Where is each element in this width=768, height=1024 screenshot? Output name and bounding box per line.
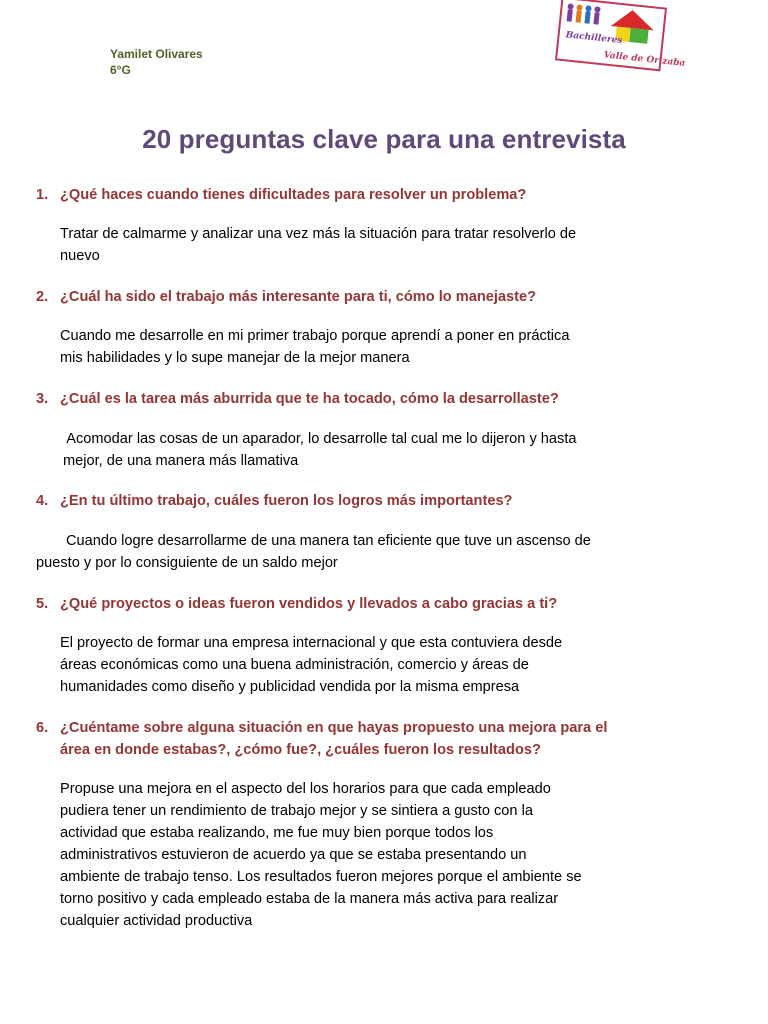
answer-line: actividad que estaba realizando, me fue muy bien porque todos los	[60, 825, 494, 841]
answer-4	[36, 530, 696, 574]
answer-line: pudiera tener un rendimiento de trabajo mejor y se sintiera a gusto con la	[60, 803, 533, 819]
question-number: 6.	[36, 720, 49, 736]
answer-6	[60, 778, 700, 932]
question-1	[36, 184, 664, 206]
answer-line: Cuando me desarrolle en mi primer trabajo porque aprendí a poner en práctica	[60, 328, 570, 344]
answer-line: administrativos estuvieron de acuerdo ya que se estaba presentando un	[60, 847, 527, 863]
question-2	[36, 286, 664, 308]
answer-line: humanidades como diseño y publicidad vendida por la misma empresa	[60, 679, 520, 695]
qa-item-1	[36, 184, 664, 206]
question-text: ¿Qué proyectos o ideas fueron vendidos y llevados a cabo gracias a ti?	[60, 596, 558, 612]
question-line: área en donde estabas?, ¿cómo fue?, ¿cuáles fueron los resultados?	[60, 742, 541, 758]
answer-2	[60, 325, 700, 369]
answer-line: Acomodar las cosas de un aparador, lo desarrolle tal cual me lo dijeron y hasta	[63, 431, 577, 447]
school-logo	[555, 0, 686, 71]
question-number: 4.	[36, 493, 49, 509]
answer-line: ambiente de trabajo tenso. Los resultados fueron mejores porque el ambiente se	[60, 869, 582, 885]
question-3	[36, 388, 664, 410]
qa-item-5	[36, 593, 664, 615]
answer-line: Tratar de calmarme y analizar una vez más la situación para tratar resolverlo de	[60, 226, 577, 242]
author-name: Yamilet Olivares	[110, 47, 203, 61]
question-6	[36, 717, 676, 761]
answer-5	[60, 632, 700, 698]
question-line: ¿Cuéntame sobre alguna situación en que hayas propuesto una mejora para el	[60, 720, 608, 736]
answer-line: El proyecto de formar una empresa internacional y que esta contuviera desde	[60, 635, 563, 651]
question-text: ¿Cuál es la tarea más aburrida que te ha tocado, cómo la desarrollaste?	[60, 391, 559, 407]
answer-line: áreas económicas como una buena administración, comercio y áreas de	[60, 657, 529, 673]
question-text: ¿Cuál ha sido el trabajo más interesante para ti, cómo lo manejaste?	[60, 289, 537, 305]
question-number: 1.	[36, 187, 49, 203]
question-4	[36, 490, 664, 512]
answer-line: nuevo	[60, 248, 100, 264]
logo-text-line2: Valle de Orizaba	[603, 50, 686, 69]
question-number: 3.	[36, 391, 49, 407]
answer-line: cualquier actividad productiva	[60, 913, 253, 929]
answer-line: torno positivo y cada empleado estaba de la manera más activa para realizar	[60, 891, 559, 907]
qa-item-4	[36, 490, 664, 512]
document-title: 20 preguntas clave para una entrevista	[142, 124, 626, 154]
question-text: ¿En tu último trabajo, cuáles fueron los logros más importantes?	[60, 493, 513, 509]
answer-line: Cuando logre desarrollarme de una manera tan eficiente que tuve un ascenso de	[66, 533, 591, 549]
author-block	[110, 46, 203, 78]
answer-3	[63, 428, 703, 472]
qa-item-6	[36, 717, 676, 761]
question-number: 2.	[36, 289, 49, 305]
question-text: ¿Qué haces cuando tienes dificultades para resolver un problema?	[60, 187, 527, 203]
answer-line: Propuse una mejora en el aspecto del los horarios para que cada empleado	[60, 781, 551, 797]
author-group: 6°G	[110, 63, 131, 77]
qa-item-3	[36, 388, 664, 410]
answer-line: mis habilidades y lo supe manejar de la mejor manera	[60, 350, 410, 366]
question-text	[60, 717, 676, 761]
question-number: 5.	[36, 596, 49, 612]
question-5	[36, 593, 664, 615]
qa-item-2	[36, 286, 664, 308]
answer-line: puesto y por lo consiguiente de un saldo mejor	[36, 555, 338, 571]
answer-line: mejor, de una manera más llamativa	[63, 453, 299, 469]
logo-text-line1: Bachilleres	[565, 30, 623, 47]
answer-1	[60, 223, 700, 267]
